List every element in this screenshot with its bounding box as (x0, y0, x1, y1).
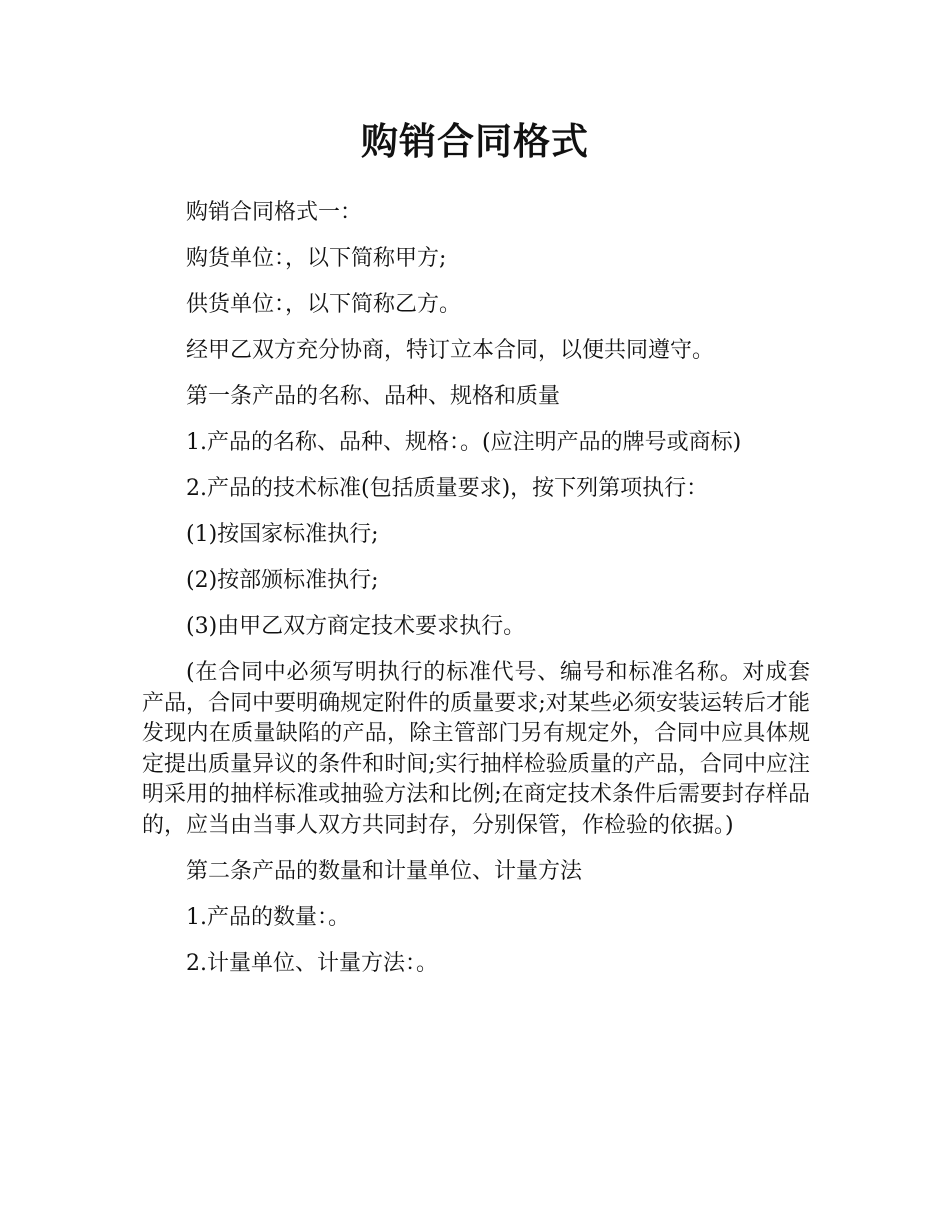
paragraph-supplier: 供货单位：，以下简称乙方。 (186, 292, 462, 317)
paragraph-quantity: 1.产品的数量：。 (186, 904, 350, 930)
paragraph-national-standard: (1)按国家标准执行; (186, 522, 379, 547)
paragraph-ministry-standard: (2)按部颁标准执行; (186, 568, 379, 593)
document-title: 购销合同格式 (361, 120, 589, 163)
document-body (142, 198, 810, 995)
paragraph-measurement: 2.计量单位、计量方法：。 (186, 950, 438, 976)
paragraph-standard-note: (在合同中必须写明执行的标准代号、编号和标准名称。对成套产品，合同中要明确规定附件的质量要求;对某些必须安装运转后才能发现内在质量缺陷的产品，除主管部门另有规定外，合同中应具体规定提出质量异议的条件和时间;实行抽样检验质量的产品，合同中应注明采用的抽样标准或抽验方法和比例;在商定技术条件后需要封存样品的，应当由当事人双方共同封存，分别保管，作检验的依据。) (142, 660, 810, 838)
paragraph-negotiated-standard: (3)由甲乙双方商定技术要求执行。 (186, 614, 526, 639)
paragraph-agreement: 经甲乙双方充分协商，特订立本合同，以便共同遵守。 (186, 338, 715, 363)
paragraph-technical-standard: 2.产品的技术标准(包括质量要求)，按下列第项执行： (186, 476, 709, 501)
paragraph-article-one: 第一条产品的名称、品种、规格和质量 (186, 384, 561, 409)
paragraph-buyer: 购货单位：，以下简称甲方; (186, 246, 447, 271)
paragraph-product-name: 1.产品的名称、品种、规格：。(应注明产品的牌号或商标) (186, 430, 742, 455)
paragraph-section-heading: 购销合同格式一： (186, 200, 363, 225)
paragraph-article-two: 第二条产品的数量和计量单位、计量方法 (186, 858, 583, 884)
